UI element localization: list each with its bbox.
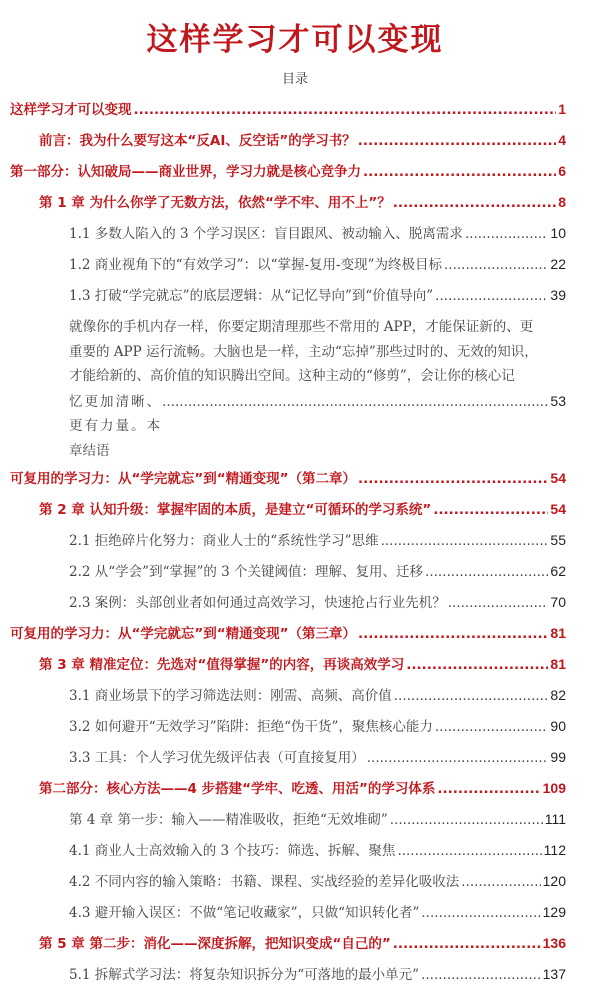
toc-entry-page: 137 [542, 966, 566, 982]
toc-entry-title: 第 2 章 认知升级：掌握牢固的本质，是建立“可循环的学习系统” [39, 502, 432, 518]
toc-entry-title: 第二部分：核心方法——4 步搭建“学牢、吃透、用活”的学习体系 [39, 781, 436, 797]
toc-entry-title: 4.3 避开输入误区：不做“笔记收藏家”，只做“知识转化者” [69, 905, 420, 921]
toc-entry-page: 90 [550, 718, 566, 734]
document-title: 这样学习才可以变现 [146, 22, 444, 58]
toc-entry-page: 6 [558, 163, 566, 179]
dot-leader [358, 126, 556, 157]
toc-entry[interactable] [0, 249, 590, 280]
paragraph-line: 忆更加清晰、更有力量。本章结语 [69, 393, 161, 459]
toc-entry-page: 136 [542, 935, 566, 951]
toc-entry[interactable] [0, 928, 590, 959]
toc-entry-title: 2.1 拒绝碎片化努力：商业人士的“系统性学习”思维 [69, 533, 379, 549]
toc-entry-page: 81 [550, 625, 566, 641]
toc-entry[interactable] [0, 711, 590, 742]
dot-leader [393, 929, 541, 960]
toc-entry-page: 109 [542, 780, 566, 796]
toc-entry-page: 112 [543, 842, 566, 858]
dot-leader [406, 650, 548, 681]
toc-entry-title: 4.2 不同内容的输入策略：书籍、课程、实战经验的差异化吸收法 [69, 874, 460, 890]
toc-entry-title: 前言：我为什么要写这本“反AI、反空话”的学习书？ [39, 133, 356, 149]
toc-heading: 目录 [281, 72, 308, 87]
dot-leader [437, 774, 540, 805]
toc-entry[interactable] [0, 556, 590, 587]
toc-entry-title: 1.1 多数人陷入的 3 个学习误区：盲目跟风、被动输入、脱离需求 [69, 226, 463, 242]
toc-entry-title: 2.2 从“学会”到“掌握”的 3 个关键阈值：理解、复用、迁移 [69, 564, 424, 580]
toc-entry-title: 第 5 章 第二步：消化——深度拆解，把知识变成“自己的” [39, 936, 391, 952]
toc-entry-title: 3.3 工具：个人学习优先级评估表（可直接复用） [69, 750, 365, 766]
dot-leader [425, 557, 548, 588]
toc-entry-title: 第一部分：认知破局——商业世界，学习力就是核心竞争力 [10, 164, 361, 180]
toc-entry[interactable] [0, 618, 590, 649]
paragraph-line: 重要的 APP 运行流畅。大脑也是一样，主动“忘掉”那些过时的、无效的知识， [69, 343, 538, 360]
dot-leader [394, 681, 549, 712]
dot-leader [421, 898, 540, 929]
paragraph-line: 就像你的手机内存一样，你要定期清理那些不常用的 APP，才能保证新的、更 [69, 319, 534, 335]
toc-entry-page: 39 [550, 287, 566, 303]
toc-entry[interactable] [0, 494, 590, 525]
paragraph-line: 才能给新的、高价值的知识腾出空间。这种主动的“修剪”，会让你的核心记 [69, 368, 515, 384]
dot-leader [390, 805, 543, 836]
toc-entry-title: 1.3 打破“学完就忘”的底层逻辑：从“记忆导向”到“价值导向” [69, 288, 434, 304]
toc-entry-page: 129 [542, 904, 566, 920]
dot-leader [465, 219, 548, 250]
toc-entry-page: 81 [550, 656, 566, 672]
toc-entry[interactable] [0, 587, 590, 618]
toc-entry-page: 111 [544, 811, 566, 827]
toc-entry[interactable] [0, 866, 590, 897]
dot-leader [358, 464, 548, 495]
dot-leader [367, 743, 549, 774]
dot-leader [363, 157, 556, 188]
chapter-summary-paragraph [69, 315, 566, 463]
toc-entry[interactable] [0, 649, 590, 680]
dot-leader [433, 495, 548, 526]
toc-entry[interactable] [0, 463, 590, 494]
dot-leader [358, 619, 548, 650]
toc-entry[interactable] [0, 280, 590, 311]
toc-entry-page: 55 [550, 532, 566, 548]
toc-entry-title: 第 1 章 为什么你学了无数方法，依然“学不牢、用不上”？ [39, 195, 391, 211]
toc-entry-title: 2.3 案例：头部创业者如何通过高效学习，快速抢占行业先机？ [69, 595, 446, 611]
toc-entry-title: 1.2 商业视角下的“有效学习”：以“掌握-复用-变现”为终极目标 [69, 257, 442, 273]
toc-entry-title: 3.2 如何避开“无效学习”陷阱：拒绝“伪干货”，聚焦核心能力 [69, 719, 433, 735]
dot-leader [134, 95, 557, 126]
toc-entry-page: 54 [550, 501, 566, 517]
toc-entry-page: 82 [550, 687, 566, 703]
dot-leader [435, 712, 549, 743]
toc-entry-page: 70 [550, 594, 566, 610]
toc-entry[interactable] [0, 742, 590, 773]
dot-leader [381, 526, 549, 557]
toc-entry[interactable] [0, 218, 590, 249]
table-of-contents [0, 94, 590, 990]
paragraph-last-line[interactable] [69, 389, 566, 464]
toc-entry[interactable] [0, 773, 590, 804]
dot-leader [397, 836, 541, 867]
toc-entry-page: 4 [558, 132, 566, 148]
toc-entry-page: 22 [550, 256, 566, 272]
dot-leader [421, 960, 541, 991]
toc-entry[interactable] [0, 680, 590, 711]
toc-entry-page: 1 [558, 101, 566, 117]
dot-leader [393, 188, 556, 219]
toc-entry-title: 可复用的学习力：从“学完就忘”到“精通变现”（第三章） [10, 626, 356, 642]
toc-entry-title: 第 4 章 第一步：输入——精准吸收，拒绝“无效堆砌” [69, 812, 388, 828]
toc-entry[interactable] [0, 156, 590, 187]
dot-leader [461, 867, 540, 898]
toc-entry-page: 54 [550, 470, 566, 486]
dot-leader [448, 588, 549, 619]
toc-entry[interactable] [0, 525, 590, 556]
toc-entry-title: 5.1 拆解式学习法：将复杂知识拆分为“可落地的最小单元” [69, 967, 420, 983]
dot-leader [162, 390, 548, 415]
toc-entry[interactable] [0, 835, 590, 866]
toc-entry-page: 8 [558, 194, 566, 210]
toc-entry-title: 这样学习才可以变现 [10, 102, 132, 118]
dot-leader [444, 250, 548, 281]
toc-entry-page: 120 [542, 873, 566, 889]
toc-entry-title: 3.1 商业场景下的学习筛选法则：刚需、高频、高价值 [69, 688, 392, 704]
toc-entry[interactable] [0, 125, 590, 156]
toc-entry[interactable] [0, 959, 590, 990]
toc-entry[interactable] [0, 187, 590, 218]
toc-entry-title: 第 3 章 精准定位：先选对“值得掌握”的内容，再谈高效学习 [39, 657, 405, 673]
toc-entry-page: 10 [550, 225, 566, 241]
toc-entry-title: 可复用的学习力：从“学完就忘”到“精通变现”（第二章） [10, 471, 356, 487]
toc-entry[interactable] [0, 804, 590, 835]
toc-entry-title: 4.1 商业人士高效输入的 3 个技巧：筛选、拆解、聚焦 [69, 843, 396, 859]
toc-entry[interactable] [0, 897, 590, 928]
dot-leader [435, 281, 548, 312]
toc-entry-page: 62 [550, 563, 566, 579]
toc-entry-page: 99 [550, 749, 566, 765]
toc-entry-page: 53 [550, 392, 566, 409]
toc-entry[interactable] [0, 94, 590, 125]
